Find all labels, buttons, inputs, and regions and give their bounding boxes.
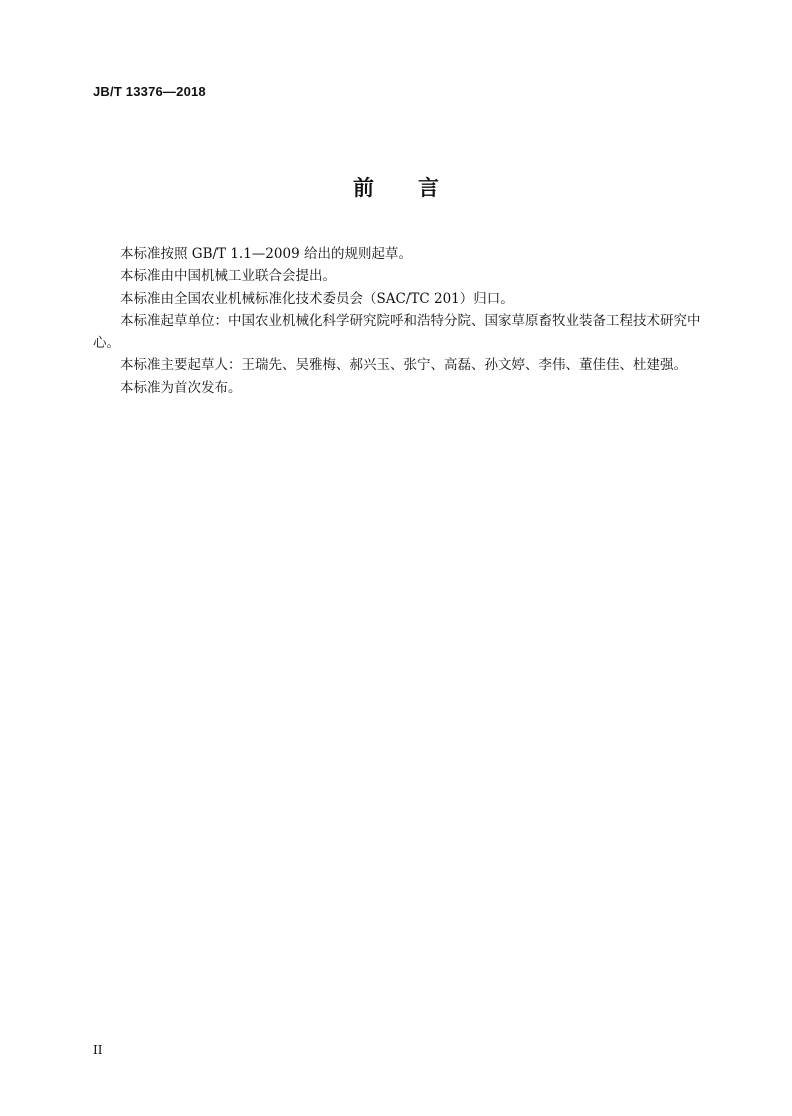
paragraph-drafting-rules: 本标准按照 GB/T 1.1—2009 给出的规则起草。: [120, 246, 412, 262]
paragraph-first-release: 本标准为首次发布。: [120, 379, 242, 396]
foreword-body: [93, 243, 723, 399]
page-number: II: [93, 1043, 103, 1057]
paragraph-drafters: 本标准主要起草人：王瑞先、吴雅梅、郝兴玉、张宁、高磊、孙文婷、李伟、董佳佳、杜建强。: [120, 357, 687, 374]
title-char-1: 前: [353, 176, 374, 200]
paragraph-drafting-units: 本标准起草单位：中国农业机械化科学研究院呼和浩特分院、国家草原畜牧业装备工程技术研究中心。: [93, 312, 701, 352]
paragraph-committee: 本标准由全国农业机械标准化技术委员会（SAC/TC 201）归口。: [120, 290, 514, 307]
title-char-2: 言: [418, 176, 439, 200]
page-title: [0, 172, 792, 202]
paragraph-proposer: 本标准由中国机械工业联合会提出。: [120, 268, 336, 285]
standard-code: JB/T 13376—2018: [93, 84, 206, 99]
